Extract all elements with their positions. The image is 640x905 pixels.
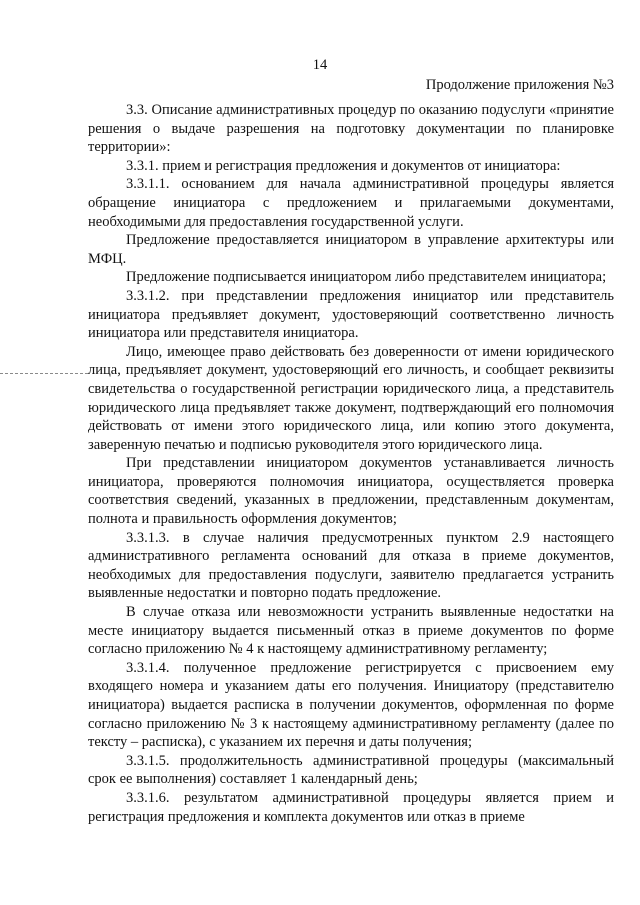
paragraph-3-3-1-5: 3.3.1.5. продолжительность административной процедуры (максимальный срок ее выполнения) составляет 1 календарный день;: [88, 752, 614, 788]
paragraph-proposal-submission: Предложение предоставляется инициатором в управление архитектуры или МФЦ.: [88, 232, 614, 267]
scan-artifact-line: [0, 373, 88, 374]
paragraph-legal-entity: Лицо, имеющее право действовать без доверенности от имени юридического лица, предъявляет документ, удостоверяющий его личность, и сообщает реквизиты свидетельства о государственной регистрации юридического лица, а представитель юридического лица предъявляет также документ, подтверждающий его полномочия действовать от имени этого юридического лица, или копию этого документа, заверенную печатью и подписью руководителя этого юридического лица.: [88, 343, 614, 453]
page-number: 14: [312, 57, 328, 73]
paragraph-3-3-1-3: 3.3.1.3. в случае наличия предусмотренных пунктом 2.9 настоящего административного регламента оснований для отказа в приеме документов, необходимых для предоставления подуслуги, заявителю предлагается устранить выявленные недостатки и повторно подать предложение.: [88, 529, 614, 602]
paragraph-3-3: 3.3. Описание административных процедур по оказанию подуслуги «принятие решения о выдаче разрешения на подготовку документации по планировке территории»:: [88, 102, 614, 156]
appendix-label: Продолжение приложения №3: [425, 77, 614, 93]
document-body: [88, 101, 614, 826]
paragraph-3-3-1-4: 3.3.1.4. полученное предложение регистрируется с присвоением ему входящего номера и указанием даты его получения. Инициатору (представителю инициатора) выдается расписка в получении документов, оформленная по форме согласно приложению № 3 к настоящему административному регламенту (далее по тексту – расписка), с указанием их перечня и даты получения;: [88, 659, 614, 751]
paragraph-3-3-1-6: 3.3.1.6. результатом административной процедуры является прием и регистрация предложения и комплекта документов или отказ в приеме: [88, 789, 614, 825]
paragraph-refusal: В случае отказа или невозможности устранить выявленные недостатки на месте инициатору выдается письменный отказ в приеме документов по форме согласно приложению № 4 к настоящему административному регламенту;: [88, 604, 614, 658]
paragraph-identity-check: При представлении инициатором документов устанавливается личность инициатора, проверяются полномочия инициатора, осуществляется проверка соответствия сведений, указанных в предложении, представленным документам, полнота и правильность оформления документов;: [88, 455, 614, 528]
paragraph-proposal-signature: Предложение подписывается инициатором либо представителем инициатора;: [126, 269, 607, 286]
paragraph-3-3-1-2: 3.3.1.2. при представлении предложения инициатор или представитель инициатора предъявляет документ, удостоверяющий соответственно личность инициатора или представителя инициатора.: [88, 287, 614, 342]
paragraph-3-3-1: 3.3.1. прием и регистрация предложения и документов от инициатора:: [126, 157, 561, 174]
paragraph-3-3-1-1: 3.3.1.1. основанием для начала административной процедуры является обращение инициатора с предложением и прилагаемыми документами, необходимыми для предоставления государственной услуги.: [88, 176, 614, 230]
